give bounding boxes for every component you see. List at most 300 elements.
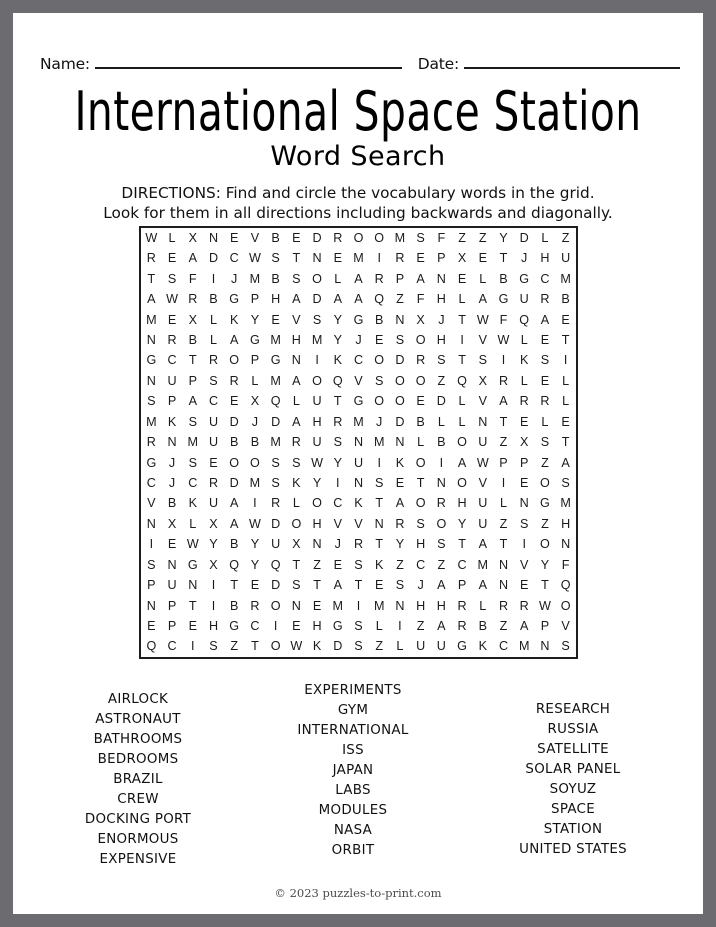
grid-cell[interactable]: O	[291, 516, 302, 531]
grid-cell[interactable]: H	[291, 333, 301, 348]
grid-cell[interactable]: O	[540, 537, 550, 552]
grid-cell[interactable]: K	[167, 414, 177, 429]
grid-cell[interactable]: C	[188, 476, 198, 491]
grid-cell[interactable]: S	[437, 353, 446, 368]
grid-cell[interactable]: I	[377, 455, 381, 470]
grid-cell[interactable]: C	[540, 271, 550, 286]
grid-cell[interactable]: P	[499, 455, 508, 470]
grid-cell[interactable]: D	[229, 414, 239, 429]
grid-cell[interactable]: T	[458, 353, 466, 368]
grid-cell[interactable]: O	[353, 230, 364, 245]
grid-cell[interactable]: R	[374, 271, 384, 286]
grid-cell[interactable]: E	[520, 578, 529, 593]
grid-cell[interactable]: R	[519, 598, 529, 613]
grid-cell[interactable]: W	[248, 516, 261, 531]
word-list-item[interactable]: STATION	[543, 822, 603, 837]
grid-cell[interactable]: N	[478, 414, 488, 429]
grid-cell[interactable]: L	[499, 496, 507, 511]
word-list-item[interactable]: ENORMOUS	[97, 832, 179, 847]
grid-cell[interactable]: L	[520, 333, 528, 348]
grid-cell[interactable]: N	[167, 435, 177, 450]
grid-cell[interactable]: L	[520, 373, 528, 388]
grid-cell[interactable]: E	[561, 414, 570, 429]
grid-cell[interactable]: Z	[478, 230, 487, 245]
grid-cell[interactable]: N	[374, 516, 384, 531]
grid-cell[interactable]: H	[312, 414, 322, 429]
grid-cell[interactable]: S	[354, 557, 363, 572]
grid-cell[interactable]: S	[209, 373, 218, 388]
grid-cell[interactable]: O	[415, 333, 426, 348]
grid-cell[interactable]: O	[457, 476, 467, 491]
grid-cell[interactable]: F	[188, 271, 197, 286]
grid-cell[interactable]: B	[478, 619, 487, 634]
grid-cell[interactable]: T	[499, 414, 508, 429]
grid-cell[interactable]: B	[271, 230, 280, 245]
grid-cell[interactable]: A	[457, 455, 467, 470]
grid-cell[interactable]: T	[561, 333, 570, 348]
grid-cell[interactable]: R	[188, 292, 198, 307]
grid-cell[interactable]: Y	[395, 537, 405, 552]
grid-cell[interactable]: P	[167, 619, 177, 634]
grid-cell[interactable]: N	[146, 333, 156, 348]
grid-cell[interactable]: F	[499, 312, 508, 327]
grid-cell[interactable]: U	[478, 435, 488, 450]
grid-cell[interactable]: F	[437, 230, 446, 245]
grid-cell[interactable]: E	[167, 312, 177, 327]
grid-cell[interactable]: L	[251, 373, 259, 388]
grid-cell[interactable]: T	[499, 537, 508, 552]
grid-cell[interactable]: V	[478, 333, 487, 348]
grid-cell[interactable]: X	[520, 435, 529, 450]
grid-cell[interactable]: X	[209, 516, 218, 531]
grid-cell[interactable]: E	[147, 619, 156, 634]
grid-cell[interactable]: L	[334, 271, 342, 286]
grid-cell[interactable]: P	[457, 578, 467, 593]
grid-cell[interactable]: Z	[230, 639, 239, 654]
grid-cell[interactable]: N	[436, 476, 446, 491]
grid-cell[interactable]: I	[211, 271, 216, 286]
grid-cell[interactable]: M	[373, 435, 385, 450]
grid-cell[interactable]: S	[188, 414, 197, 429]
grid-cell[interactable]: T	[375, 496, 384, 511]
grid-cell[interactable]: D	[271, 414, 281, 429]
grid-cell[interactable]: S	[209, 639, 218, 654]
grid-cell[interactable]: T	[375, 537, 384, 552]
grid-cell[interactable]: B	[416, 414, 425, 429]
grid-cell[interactable]: D	[519, 230, 529, 245]
grid-cell[interactable]: A	[354, 271, 363, 286]
grid-cell[interactable]: V	[250, 230, 260, 245]
grid-cell[interactable]: V	[354, 373, 363, 388]
grid-cell[interactable]: A	[188, 251, 197, 266]
word-list-item[interactable]: EXPENSIVE	[99, 852, 177, 867]
grid-cell[interactable]: O	[229, 455, 240, 470]
grid-cell[interactable]: U	[312, 394, 322, 409]
grid-cell[interactable]: N	[395, 312, 405, 327]
grid-cell[interactable]: R	[333, 230, 343, 245]
grid-cell[interactable]: Z	[499, 619, 508, 634]
grid-cell[interactable]: L	[209, 333, 217, 348]
grid-cell[interactable]: I	[211, 598, 216, 613]
grid-cell[interactable]: J	[376, 414, 383, 429]
grid-cell[interactable]: Y	[250, 312, 260, 327]
grid-cell[interactable]: O	[415, 455, 426, 470]
grid-cell[interactable]: I	[563, 353, 568, 368]
grid-cell[interactable]: S	[292, 455, 301, 470]
word-list-item[interactable]: SPACE	[551, 802, 595, 817]
grid-cell[interactable]: P	[188, 373, 197, 388]
grid-cell[interactable]: W	[290, 639, 303, 654]
grid-cell[interactable]: M	[373, 598, 385, 613]
grid-cell[interactable]: E	[312, 598, 322, 613]
grid-cell[interactable]: L	[209, 312, 217, 327]
grid-cell[interactable]: E	[520, 414, 529, 429]
grid-cell[interactable]: D	[271, 578, 281, 593]
grid-cell[interactable]: A	[561, 455, 570, 470]
word-list-item[interactable]: EXPERIMENTS	[304, 683, 402, 698]
grid-cell[interactable]: Y	[333, 333, 342, 348]
grid-cell[interactable]: M	[187, 435, 199, 450]
grid-cell[interactable]: G	[332, 619, 343, 634]
grid-cell[interactable]: H	[436, 292, 446, 307]
grid-cell[interactable]: V	[333, 516, 342, 531]
grid-cell[interactable]: S	[395, 333, 405, 348]
grid-cell[interactable]: M	[477, 557, 489, 572]
grid-cell[interactable]: P	[395, 271, 405, 286]
grid-cell[interactable]: U	[478, 516, 488, 531]
grid-cell[interactable]: S	[188, 455, 197, 470]
grid-cell[interactable]: V	[147, 496, 156, 511]
grid-cell[interactable]: U	[208, 496, 219, 511]
grid-cell[interactable]: W	[476, 312, 489, 327]
grid-cell[interactable]: M	[270, 435, 281, 450]
grid-cell[interactable]: D	[395, 353, 405, 368]
grid-cell[interactable]: P	[250, 353, 260, 368]
word-list-item[interactable]: ISS	[342, 743, 364, 758]
grid-cell[interactable]: M	[311, 333, 323, 348]
grid-cell[interactable]: W	[145, 230, 158, 245]
grid-cell[interactable]: M	[332, 598, 344, 613]
grid-cell[interactable]: V	[354, 516, 363, 531]
grid-cell[interactable]: V	[292, 312, 301, 327]
grid-cell[interactable]: S	[354, 639, 363, 654]
grid-cell[interactable]: W	[497, 333, 510, 348]
grid-cell[interactable]: P	[250, 292, 260, 307]
grid-cell[interactable]: N	[498, 557, 509, 572]
grid-cell[interactable]: A	[292, 292, 301, 307]
grid-cell[interactable]: D	[271, 516, 281, 531]
grid-cell[interactable]: A	[416, 271, 425, 286]
grid-cell[interactable]: O	[457, 435, 467, 450]
grid-cell[interactable]: R	[498, 598, 509, 613]
grid-cell[interactable]: R	[395, 516, 405, 531]
grid-cell[interactable]: C	[167, 639, 177, 654]
grid-cell[interactable]: N	[540, 639, 550, 654]
grid-cell[interactable]: R	[436, 496, 446, 511]
grid-cell[interactable]: E	[375, 578, 384, 593]
grid-cell[interactable]: L	[292, 496, 300, 511]
grid-cell[interactable]: E	[540, 373, 550, 388]
grid-cell[interactable]: L	[562, 373, 570, 388]
grid-cell[interactable]: K	[375, 557, 384, 572]
grid-cell[interactable]: P	[167, 598, 177, 613]
grid-cell[interactable]: J	[521, 251, 528, 266]
word-list-item[interactable]: RESEARCH	[535, 702, 611, 717]
grid-cell[interactable]: M	[394, 230, 406, 245]
grid-cell[interactable]: Q	[270, 394, 281, 409]
grid-cell[interactable]: H	[540, 251, 550, 266]
word-list-item[interactable]: JAPAN	[332, 763, 374, 778]
grid-cell[interactable]: B	[561, 292, 570, 307]
word-list-item[interactable]: INTERNATIONAL	[297, 723, 409, 738]
grid-cell[interactable]: K	[520, 353, 529, 368]
grid-cell[interactable]: I	[439, 455, 444, 470]
grid-cell[interactable]: S	[167, 271, 177, 286]
grid-cell[interactable]: T	[561, 435, 570, 450]
grid-cell[interactable]: M	[249, 476, 261, 491]
grid-cell[interactable]: I	[356, 598, 361, 613]
grid-cell[interactable]: U	[208, 435, 219, 450]
grid-cell[interactable]: Y	[540, 557, 550, 572]
grid-cell[interactable]: J	[355, 333, 362, 348]
grid-cell[interactable]: C	[416, 557, 426, 572]
grid-cell[interactable]: N	[395, 598, 405, 613]
grid-cell[interactable]: L	[458, 394, 466, 409]
grid-cell[interactable]: U	[167, 373, 177, 388]
grid-cell[interactable]: I	[315, 353, 319, 368]
grid-cell[interactable]: J	[231, 271, 238, 286]
grid-cell[interactable]: L	[189, 516, 197, 531]
grid-cell[interactable]: N	[312, 537, 322, 552]
grid-cell[interactable]: M	[560, 496, 571, 511]
word-list-item[interactable]: ASTRONAUT	[95, 712, 181, 727]
grid-cell[interactable]: Y	[209, 537, 218, 552]
grid-cell[interactable]: A	[292, 414, 301, 429]
grid-cell[interactable]: E	[478, 251, 487, 266]
grid-cell[interactable]: L	[396, 639, 404, 654]
grid-cell[interactable]: N	[353, 476, 364, 491]
grid-cell[interactable]: A	[188, 394, 197, 409]
grid-cell[interactable]: R	[229, 373, 239, 388]
grid-cell[interactable]: S	[375, 476, 384, 491]
grid-cell[interactable]: N	[519, 496, 529, 511]
grid-cell[interactable]: B	[499, 271, 508, 286]
grid-cell[interactable]: X	[478, 373, 487, 388]
grid-cell[interactable]: T	[354, 578, 363, 593]
grid-cell[interactable]: E	[540, 333, 550, 348]
grid-cell[interactable]: P	[437, 251, 446, 266]
grid-cell[interactable]: G	[540, 496, 550, 511]
grid-cell[interactable]: Q	[374, 292, 385, 307]
grid-cell[interactable]: I	[501, 476, 506, 491]
grid-cell[interactable]: N	[498, 578, 509, 593]
grid-cell[interactable]: E	[333, 251, 342, 266]
grid-cell[interactable]: D	[229, 476, 239, 491]
grid-cell[interactable]: O	[395, 373, 405, 388]
grid-cell[interactable]: S	[561, 476, 570, 491]
grid-cell[interactable]: O	[560, 598, 571, 613]
grid-cell[interactable]: S	[147, 557, 156, 572]
grid-cell[interactable]: N	[436, 271, 446, 286]
grid-cell[interactable]: T	[458, 312, 466, 327]
grid-cell[interactable]: N	[291, 353, 301, 368]
grid-cell[interactable]: O	[250, 455, 260, 470]
grid-cell[interactable]: U	[416, 639, 426, 654]
grid-cell[interactable]: A	[478, 578, 487, 593]
grid-cell[interactable]: B	[230, 537, 239, 552]
grid-cell[interactable]: G	[229, 619, 240, 634]
grid-cell[interactable]: H	[312, 516, 322, 531]
grid-cell[interactable]: G	[146, 353, 157, 368]
grid-cell[interactable]: H	[561, 516, 571, 531]
grid-cell[interactable]: M	[146, 414, 157, 429]
grid-cell[interactable]: W	[248, 251, 261, 266]
grid-cell[interactable]: Q	[457, 373, 467, 388]
grid-cell[interactable]: L	[168, 230, 176, 245]
grid-cell[interactable]: Z	[416, 619, 425, 634]
grid-cell[interactable]: Q	[229, 557, 240, 572]
grid-cell[interactable]: E	[230, 230, 239, 245]
word-list-item[interactable]: SOLAR PANEL	[525, 762, 621, 777]
grid-cell[interactable]: R	[250, 598, 260, 613]
grid-cell[interactable]: N	[561, 537, 571, 552]
grid-cell[interactable]: C	[498, 639, 509, 654]
grid-cell[interactable]: L	[541, 230, 549, 245]
grid-cell[interactable]: D	[395, 414, 405, 429]
grid-cell[interactable]: U	[478, 496, 488, 511]
grid-cell[interactable]: T	[499, 251, 508, 266]
grid-cell[interactable]: B	[250, 435, 260, 450]
grid-cell[interactable]: I	[211, 578, 216, 593]
grid-cell[interactable]: H	[312, 619, 322, 634]
grid-cell[interactable]: V	[478, 476, 487, 491]
grid-cell[interactable]: T	[251, 639, 259, 654]
grid-cell[interactable]: R	[498, 373, 509, 388]
grid-cell[interactable]: K	[395, 455, 405, 470]
grid-cell[interactable]: N	[188, 578, 198, 593]
grid-cell[interactable]: B	[167, 496, 177, 511]
grid-cell[interactable]: O	[312, 373, 322, 388]
grid-cell[interactable]: X	[167, 516, 177, 531]
grid-cell[interactable]: I	[460, 333, 464, 348]
grid-cell[interactable]: J	[417, 578, 424, 593]
grid-cell[interactable]: E	[292, 619, 301, 634]
grid-cell[interactable]: A	[478, 292, 487, 307]
grid-cell[interactable]: C	[250, 619, 260, 634]
grid-cell[interactable]: C	[229, 251, 239, 266]
grid-cell[interactable]: O	[415, 373, 426, 388]
grid-cell[interactable]: P	[520, 455, 529, 470]
word-list-item[interactable]: CREW	[117, 792, 159, 807]
grid-cell[interactable]: E	[230, 394, 239, 409]
grid-cell[interactable]: I	[398, 619, 402, 634]
grid-cell[interactable]: U	[167, 578, 177, 593]
grid-cell[interactable]: T	[313, 578, 321, 593]
grid-cell[interactable]: T	[458, 537, 466, 552]
grid-cell[interactable]: B	[209, 292, 218, 307]
grid-cell[interactable]: T	[292, 251, 301, 266]
grid-cell[interactable]: I	[377, 251, 381, 266]
word-list-item[interactable]: ORBIT	[331, 843, 375, 858]
grid-cell[interactable]: D	[208, 251, 219, 266]
word-list-item[interactable]: AIRLOCK	[107, 692, 169, 707]
grid-cell[interactable]: K	[312, 639, 322, 654]
grid-cell[interactable]: Z	[458, 230, 466, 245]
grid-cell[interactable]: S	[520, 516, 529, 531]
grid-cell[interactable]: J	[334, 537, 341, 552]
grid-cell[interactable]: H	[416, 598, 426, 613]
grid-cell[interactable]: R	[208, 353, 219, 368]
grid-cell[interactable]: K	[478, 639, 487, 654]
grid-cell[interactable]: R	[540, 394, 550, 409]
grid-cell[interactable]: U	[271, 537, 281, 552]
grid-cell[interactable]: S	[354, 619, 363, 634]
grid-cell[interactable]: Q	[146, 639, 157, 654]
grid-cell[interactable]: A	[520, 619, 529, 634]
grid-cell[interactable]: N	[312, 251, 322, 266]
grid-cell[interactable]: O	[436, 516, 447, 531]
grid-cell[interactable]: A	[230, 516, 239, 531]
grid-cell[interactable]: B	[437, 435, 446, 450]
grid-cell[interactable]: S	[271, 251, 280, 266]
grid-cell[interactable]: R	[146, 251, 156, 266]
word-list-item[interactable]: NASA	[333, 823, 373, 838]
grid-cell[interactable]: B	[230, 435, 239, 450]
grid-cell[interactable]: I	[501, 353, 506, 368]
grid-cell[interactable]: E	[167, 251, 177, 266]
grid-cell[interactable]: Z	[561, 230, 570, 245]
grid-cell[interactable]: O	[270, 639, 281, 654]
grid-cell[interactable]: A	[354, 292, 363, 307]
grid-cell[interactable]: N	[395, 435, 405, 450]
grid-cell[interactable]: O	[374, 230, 385, 245]
grid-cell[interactable]: L	[479, 598, 487, 613]
grid-cell[interactable]: E	[395, 476, 405, 491]
grid-cell[interactable]: O	[374, 353, 385, 368]
grid-cell[interactable]: L	[458, 292, 466, 307]
word-list-item[interactable]: DOCKING PORT	[84, 812, 192, 827]
grid-cell[interactable]: A	[499, 394, 508, 409]
grid-cell[interactable]: N	[208, 230, 219, 245]
word-list-item[interactable]: GYM	[337, 703, 369, 718]
grid-cell[interactable]: L	[479, 271, 487, 286]
grid-cell[interactable]: E	[167, 537, 177, 552]
grid-cell[interactable]: S	[416, 516, 425, 531]
grid-cell[interactable]: K	[188, 496, 197, 511]
grid-cell[interactable]: Z	[396, 292, 404, 307]
grid-cell[interactable]: M	[353, 251, 364, 266]
grid-cell[interactable]: C	[457, 557, 467, 572]
grid-cell[interactable]: S	[271, 455, 280, 470]
grid-cell[interactable]: E	[271, 312, 280, 327]
grid-cell[interactable]: A	[333, 292, 342, 307]
grid-cell[interactable]: X	[209, 557, 218, 572]
grid-cell[interactable]: W	[186, 537, 199, 552]
grid-cell[interactable]: G	[353, 312, 364, 327]
grid-cell[interactable]: H	[436, 598, 446, 613]
grid-cell[interactable]: S	[437, 537, 446, 552]
grid-cell[interactable]: C	[146, 476, 156, 491]
grid-cell[interactable]: M	[270, 373, 281, 388]
grid-cell[interactable]: P	[540, 619, 550, 634]
grid-cell[interactable]: K	[333, 353, 342, 368]
grid-cell[interactable]: L	[375, 619, 383, 634]
grid-cell[interactable]: R	[457, 598, 467, 613]
grid-cell[interactable]: S	[375, 373, 384, 388]
grid-cell[interactable]: O	[312, 496, 322, 511]
grid-cell[interactable]: W	[476, 455, 489, 470]
grid-cell[interactable]: R	[395, 251, 405, 266]
